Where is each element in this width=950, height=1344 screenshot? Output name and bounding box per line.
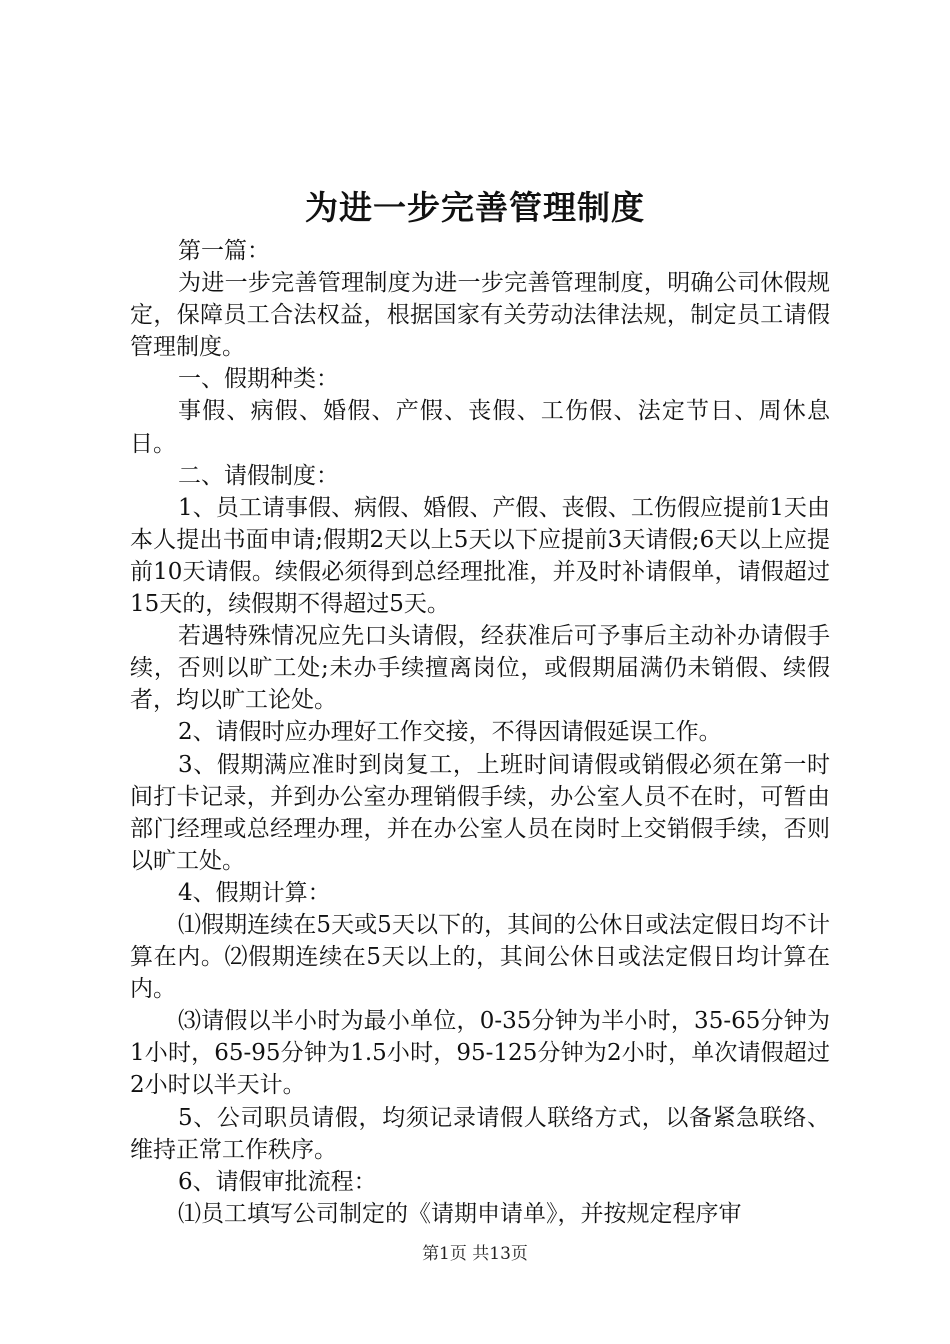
policy-item-4-heading: 4、假期计算： bbox=[178, 879, 331, 906]
policy-item-2: 2、请假时应办理好工作交接，不得因请假延误工作。 bbox=[178, 719, 722, 746]
special-case-paragraph: 若遇特殊情况应先口头请假，经获准后可予事后主动补办请假手续，否则以旷工处;未办手续擅离岗位，或假期届满仍未销假、续假者，均以旷工论处。 bbox=[130, 623, 830, 714]
policy-item-5: 5、公司职员请假，均须记录请假人联络方式，以备紧急联络、维持正常工作秩序。 bbox=[130, 1104, 830, 1163]
policy-item-1: 1、员工请事假、病假、婚假、产假、丧假、工伤假应提前1天由本人提出书面申请;假期2天以上5天以下应提前3天请假;6天以上应提前10天请假。续假必须得到总经理批准，并及时补请假单，请假超过15天的，续假期不得超过5天。 bbox=[130, 494, 830, 618]
policy-item-6-heading: 6、请假审批流程： bbox=[178, 1168, 377, 1195]
section-heading-leave-types: 一、假期种类： bbox=[178, 366, 339, 393]
leave-calculation-rule-1-2: ⑴假期连续在5天或5天以下的，其间的公休日或法定假日均不计算在内。⑵假期连续在5天以上的，其间公休日或法定假日均计算在内。 bbox=[130, 911, 830, 1003]
leave-calculation-rule-3: ⑶请假以半小时为最小单位，0-35分钟为半小时，35-65分钟为1小时，65-95分钟为1.5小时，95-125分钟为2小时，单次请假超过2小时以半天计。 bbox=[130, 1008, 830, 1099]
document-body bbox=[130, 235, 830, 1230]
leave-types-paragraph: 事假、病假、婚假、产假、丧假、工伤假、法定节日、周休息日。 bbox=[130, 398, 830, 457]
section-heading-leave-policy: 二、请假制度： bbox=[178, 462, 339, 489]
approval-step-1: ⑴员工填写公司制定的《请期申请单》，并按规定程序审 bbox=[178, 1200, 742, 1227]
page-footer: 第1页 共13页 bbox=[422, 1244, 528, 1264]
policy-item-3: 3、假期满应准时到岗复工，上班时间请假或销假必须在第一时间打卡记录，并到办公室办理销假手续，办公室人员不在时，可暂由部门经理或总经理办理，并在办公室人员在岗时上交销假手续，否则以旷工处。 bbox=[130, 751, 830, 874]
document-title: 为进一步完善管理制度 bbox=[305, 188, 645, 227]
intro-paragraph: 为进一步完善管理制度为进一步完善管理制度，明确公司休假规定，保障员工合法权益，根据国家有关劳动法律法规，制定员工请假管理制度。 bbox=[130, 270, 830, 361]
section-heading-part-one: 第一篇： bbox=[178, 238, 270, 264]
